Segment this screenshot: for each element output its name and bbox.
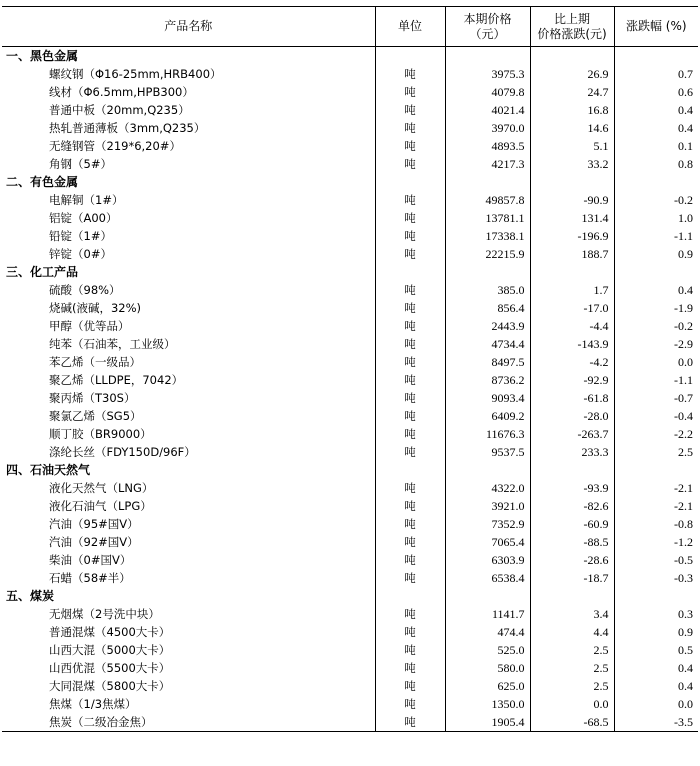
pct-cell: 0.8 xyxy=(614,155,698,173)
unit-cell: 吨 xyxy=(375,551,445,569)
unit-cell: 吨 xyxy=(375,695,445,713)
price-cell: 8497.5 xyxy=(445,353,530,371)
pct-cell: 0.0 xyxy=(614,695,698,713)
product-name-cell: 大同混煤（5800大卡） xyxy=(49,679,171,693)
category-empty-cell xyxy=(614,47,698,66)
table-row xyxy=(2,281,698,299)
unit-cell: 吨 xyxy=(375,227,445,245)
product-name-cell: 铝锭（A00） xyxy=(49,211,118,225)
header-change-line1: 比上期 xyxy=(553,11,590,26)
change-cell: -4.2 xyxy=(530,353,614,371)
pct-cell: -0.2 xyxy=(614,191,698,209)
pct-cell: 0.9 xyxy=(614,623,698,641)
product-name-cell: 柴油（0#国Ⅴ） xyxy=(49,553,132,567)
price-cell: 4893.5 xyxy=(445,137,530,155)
unit-cell: 吨 xyxy=(375,623,445,641)
change-cell: -143.9 xyxy=(530,335,614,353)
unit-cell: 吨 xyxy=(375,299,445,317)
product-name-cell: 硫酸（98%） xyxy=(49,283,121,297)
table-row xyxy=(2,623,698,641)
table-row xyxy=(2,659,698,677)
product-name-cell: 聚氯乙烯（SG5） xyxy=(49,409,142,423)
price-cell: 11676.3 xyxy=(445,425,530,443)
price-table xyxy=(2,6,698,732)
pct-cell: 0.3 xyxy=(614,605,698,623)
price-cell: 22215.9 xyxy=(445,245,530,263)
price-cell: 6538.4 xyxy=(445,569,530,587)
pct-cell: -1.1 xyxy=(614,227,698,245)
header-change-line2: 价格涨跌(元) xyxy=(537,26,607,41)
table-row xyxy=(2,569,698,587)
header-price xyxy=(445,7,530,47)
unit-cell: 吨 xyxy=(375,479,445,497)
price-cell: 580.0 xyxy=(445,659,530,677)
product-name-cell: 角钢（5#） xyxy=(49,157,112,171)
unit-cell: 吨 xyxy=(375,209,445,227)
product-name-cell: 电解铜（1#） xyxy=(49,193,124,207)
change-cell: 188.7 xyxy=(530,245,614,263)
header-price-line2: （元） xyxy=(469,26,506,41)
category-title: 三、化工产品 xyxy=(6,265,79,279)
change-cell: 2.5 xyxy=(530,659,614,677)
price-cell: 2443.9 xyxy=(445,317,530,335)
price-cell: 1350.0 xyxy=(445,695,530,713)
table-row xyxy=(2,479,698,497)
category-empty-cell xyxy=(530,173,614,191)
product-name-cell: 甲醇（优等品） xyxy=(49,319,130,333)
category-empty-cell xyxy=(375,263,445,281)
change-cell: -68.5 xyxy=(530,713,614,732)
unit-cell: 吨 xyxy=(375,515,445,533)
header-pct: 涨跌幅 (%) xyxy=(614,7,698,47)
category-empty-cell xyxy=(445,173,530,191)
pct-cell: -1.1 xyxy=(614,371,698,389)
unit-cell: 吨 xyxy=(375,389,445,407)
product-name-cell: 普通中板（20mm,Q235） xyxy=(49,103,190,117)
pct-cell: -0.7 xyxy=(614,389,698,407)
unit-cell: 吨 xyxy=(375,137,445,155)
table-row xyxy=(2,533,698,551)
table-row xyxy=(2,83,698,101)
table-row xyxy=(2,713,698,732)
unit-cell: 吨 xyxy=(375,641,445,659)
table-row xyxy=(2,605,698,623)
unit-cell: 吨 xyxy=(375,353,445,371)
product-name-cell: 顺丁胶（BR9000） xyxy=(49,427,152,441)
table-row xyxy=(2,101,698,119)
unit-cell: 吨 xyxy=(375,191,445,209)
pct-cell: 0.4 xyxy=(614,281,698,299)
change-cell: 3.4 xyxy=(530,605,614,623)
unit-cell: 吨 xyxy=(375,83,445,101)
category-title: 四、石油天然气 xyxy=(6,463,91,477)
pct-cell: -2.1 xyxy=(614,497,698,515)
header-price-line1: 本期价格 xyxy=(463,11,512,26)
unit-cell: 吨 xyxy=(375,605,445,623)
change-cell: -196.9 xyxy=(530,227,614,245)
pct-cell: 0.4 xyxy=(614,659,698,677)
category-empty-cell xyxy=(530,47,614,66)
price-cell: 13781.1 xyxy=(445,209,530,227)
table-header xyxy=(2,7,698,47)
price-cell: 1141.7 xyxy=(445,605,530,623)
product-name-cell: 液化石油气（LPG） xyxy=(49,499,152,513)
table-body xyxy=(2,47,698,732)
change-cell: 14.6 xyxy=(530,119,614,137)
pct-cell: -2.1 xyxy=(614,479,698,497)
category-empty-cell xyxy=(445,587,530,605)
price-cell: 9093.4 xyxy=(445,389,530,407)
change-cell: -92.9 xyxy=(530,371,614,389)
product-name-cell: 线材（Φ6.5mm,HPB300） xyxy=(49,85,194,99)
change-cell: 131.4 xyxy=(530,209,614,227)
category-empty-cell xyxy=(445,263,530,281)
change-cell: -263.7 xyxy=(530,425,614,443)
category-empty-cell xyxy=(375,173,445,191)
unit-cell: 吨 xyxy=(375,713,445,732)
product-name-cell: 无缝钢管（219*6,20#） xyxy=(49,139,181,153)
change-cell: 2.5 xyxy=(530,641,614,659)
change-cell: 2.5 xyxy=(530,677,614,695)
pct-cell: 0.4 xyxy=(614,119,698,137)
table-row xyxy=(2,641,698,659)
table-row xyxy=(2,65,698,83)
unit-cell: 吨 xyxy=(375,677,445,695)
price-cell: 3970.0 xyxy=(445,119,530,137)
category-empty-cell xyxy=(614,263,698,281)
price-cell: 856.4 xyxy=(445,299,530,317)
change-cell: 5.1 xyxy=(530,137,614,155)
unit-cell: 吨 xyxy=(375,119,445,137)
pct-cell: 2.5 xyxy=(614,443,698,461)
change-cell: -17.0 xyxy=(530,299,614,317)
table-row xyxy=(2,335,698,353)
unit-cell: 吨 xyxy=(375,533,445,551)
pct-cell: 0.0 xyxy=(614,353,698,371)
table-row xyxy=(2,119,698,137)
product-name-cell: 石蜡（58#半） xyxy=(49,571,131,585)
pct-cell: -0.4 xyxy=(614,407,698,425)
category-empty-cell xyxy=(530,587,614,605)
unit-cell: 吨 xyxy=(375,569,445,587)
pct-cell: 0.6 xyxy=(614,83,698,101)
table-row xyxy=(2,191,698,209)
product-name-cell: 山西优混（5500大卡） xyxy=(49,661,171,675)
change-cell: 4.4 xyxy=(530,623,614,641)
price-cell: 1905.4 xyxy=(445,713,530,732)
unit-cell: 吨 xyxy=(375,245,445,263)
table-row xyxy=(2,137,698,155)
pct-cell: -1.9 xyxy=(614,299,698,317)
price-cell: 8736.2 xyxy=(445,371,530,389)
price-cell: 4021.4 xyxy=(445,101,530,119)
pct-cell: -0.3 xyxy=(614,569,698,587)
price-cell: 6409.2 xyxy=(445,407,530,425)
price-cell: 525.0 xyxy=(445,641,530,659)
price-cell: 17338.1 xyxy=(445,227,530,245)
unit-cell: 吨 xyxy=(375,407,445,425)
price-cell: 3975.3 xyxy=(445,65,530,83)
price-cell: 385.0 xyxy=(445,281,530,299)
pct-cell: -0.5 xyxy=(614,551,698,569)
change-cell: 24.7 xyxy=(530,83,614,101)
price-cell: 6303.9 xyxy=(445,551,530,569)
product-name-cell: 无烟煤（2号洗中块） xyxy=(49,607,160,621)
pct-cell: 0.4 xyxy=(614,101,698,119)
price-cell: 4322.0 xyxy=(445,479,530,497)
pct-cell: -2.2 xyxy=(614,425,698,443)
product-name-cell: 纯苯（石油苯，工业级） xyxy=(49,337,176,351)
category-empty-cell xyxy=(375,461,445,479)
change-cell: -93.9 xyxy=(530,479,614,497)
table-row xyxy=(2,425,698,443)
product-name-cell: 烧碱(液碱，32%) xyxy=(49,301,142,315)
change-cell: -61.8 xyxy=(530,389,614,407)
unit-cell: 吨 xyxy=(375,281,445,299)
price-cell: 3921.0 xyxy=(445,497,530,515)
product-name-cell: 铅锭（1#） xyxy=(49,229,112,243)
table-row xyxy=(2,407,698,425)
pct-cell: 1.0 xyxy=(614,209,698,227)
table-row xyxy=(2,695,698,713)
pct-cell: 0.9 xyxy=(614,245,698,263)
pct-cell: -1.2 xyxy=(614,533,698,551)
unit-cell: 吨 xyxy=(375,155,445,173)
change-cell: 16.8 xyxy=(530,101,614,119)
change-cell: -4.4 xyxy=(530,317,614,335)
unit-cell: 吨 xyxy=(375,371,445,389)
product-name-cell: 山西大混（5000大卡） xyxy=(49,643,171,657)
table-row xyxy=(2,515,698,533)
change-cell: 233.3 xyxy=(530,443,614,461)
table-row xyxy=(2,209,698,227)
unit-cell: 吨 xyxy=(375,101,445,119)
header-change xyxy=(530,7,614,47)
product-name-cell: 涤纶长丝（FDY150D/96F） xyxy=(49,445,196,459)
category-empty-cell xyxy=(530,461,614,479)
price-cell: 4079.8 xyxy=(445,83,530,101)
change-cell: -28.6 xyxy=(530,551,614,569)
pct-cell: -0.8 xyxy=(614,515,698,533)
unit-cell: 吨 xyxy=(375,425,445,443)
header-product-name: 产品名称 xyxy=(2,7,375,47)
pct-cell: 0.1 xyxy=(614,137,698,155)
change-cell: -28.0 xyxy=(530,407,614,425)
category-empty-cell xyxy=(614,173,698,191)
category-row xyxy=(2,587,698,605)
category-empty-cell xyxy=(445,47,530,66)
category-empty-cell xyxy=(445,461,530,479)
category-empty-cell xyxy=(375,47,445,66)
price-cell: 7065.4 xyxy=(445,533,530,551)
category-empty-cell xyxy=(375,587,445,605)
product-name-cell: 苯乙烯（一级品） xyxy=(49,355,141,369)
pct-cell: 0.5 xyxy=(614,641,698,659)
header-row xyxy=(2,7,698,47)
change-cell: -60.9 xyxy=(530,515,614,533)
product-name-cell: 聚乙烯（LLDPE，7042） xyxy=(49,373,184,387)
product-name-cell: 普通混煤（4500大卡） xyxy=(49,625,171,639)
product-name-cell: 锌锭（0#） xyxy=(49,247,112,261)
product-name-cell: 螺纹钢（Φ16-25mm,HRB400） xyxy=(49,67,222,81)
change-cell: -90.9 xyxy=(530,191,614,209)
unit-cell: 吨 xyxy=(375,497,445,515)
table-row xyxy=(2,371,698,389)
change-cell: -18.7 xyxy=(530,569,614,587)
product-name-cell: 聚丙烯（T30S） xyxy=(49,391,136,405)
product-name-cell: 热轧普通薄板（3mm,Q235） xyxy=(49,121,206,135)
category-row xyxy=(2,47,698,66)
price-cell: 4217.3 xyxy=(445,155,530,173)
product-name-cell: 液化天然气（LNG） xyxy=(49,481,154,495)
table-row xyxy=(2,551,698,569)
category-row xyxy=(2,173,698,191)
product-name-cell: 焦炭（二级冶金焦） xyxy=(2,713,375,732)
category-title: 一、黑色金属 xyxy=(6,49,79,63)
header-unit: 单位 xyxy=(375,7,445,47)
price-cell: 9537.5 xyxy=(445,443,530,461)
table-row xyxy=(2,353,698,371)
table-row xyxy=(2,443,698,461)
pct-cell: -0.2 xyxy=(614,317,698,335)
category-title: 二、有色金属 xyxy=(6,175,79,189)
change-cell: 1.7 xyxy=(530,281,614,299)
unit-cell: 吨 xyxy=(375,659,445,677)
pct-cell: -2.9 xyxy=(614,335,698,353)
unit-cell: 吨 xyxy=(375,65,445,83)
table-row xyxy=(2,299,698,317)
product-name-cell: 汽油（92#国Ⅴ） xyxy=(49,535,139,549)
category-row xyxy=(2,461,698,479)
change-cell: 0.0 xyxy=(530,695,614,713)
change-cell: -82.6 xyxy=(530,497,614,515)
category-empty-cell xyxy=(530,263,614,281)
pct-cell: 0.4 xyxy=(614,677,698,695)
category-empty-cell xyxy=(614,461,698,479)
pct-cell: -3.5 xyxy=(614,713,698,732)
table-row xyxy=(2,677,698,695)
unit-cell: 吨 xyxy=(375,335,445,353)
category-title: 五、煤炭 xyxy=(6,589,55,603)
table-row xyxy=(2,227,698,245)
price-cell: 49857.8 xyxy=(445,191,530,209)
category-empty-cell xyxy=(614,587,698,605)
change-cell: 26.9 xyxy=(530,65,614,83)
category-row xyxy=(2,263,698,281)
table-row xyxy=(2,317,698,335)
price-cell: 625.0 xyxy=(445,677,530,695)
price-cell: 474.4 xyxy=(445,623,530,641)
pct-cell: 0.7 xyxy=(614,65,698,83)
table-row xyxy=(2,497,698,515)
table-row xyxy=(2,155,698,173)
table-row xyxy=(2,389,698,407)
unit-cell: 吨 xyxy=(375,443,445,461)
product-name-cell: 汽油（95#国Ⅴ） xyxy=(49,517,139,531)
price-cell: 7352.9 xyxy=(445,515,530,533)
product-name-cell: 焦煤（1/3焦煤） xyxy=(49,697,137,711)
change-cell: -88.5 xyxy=(530,533,614,551)
price-cell: 4734.4 xyxy=(445,335,530,353)
table-row xyxy=(2,245,698,263)
unit-cell: 吨 xyxy=(375,317,445,335)
change-cell: 33.2 xyxy=(530,155,614,173)
